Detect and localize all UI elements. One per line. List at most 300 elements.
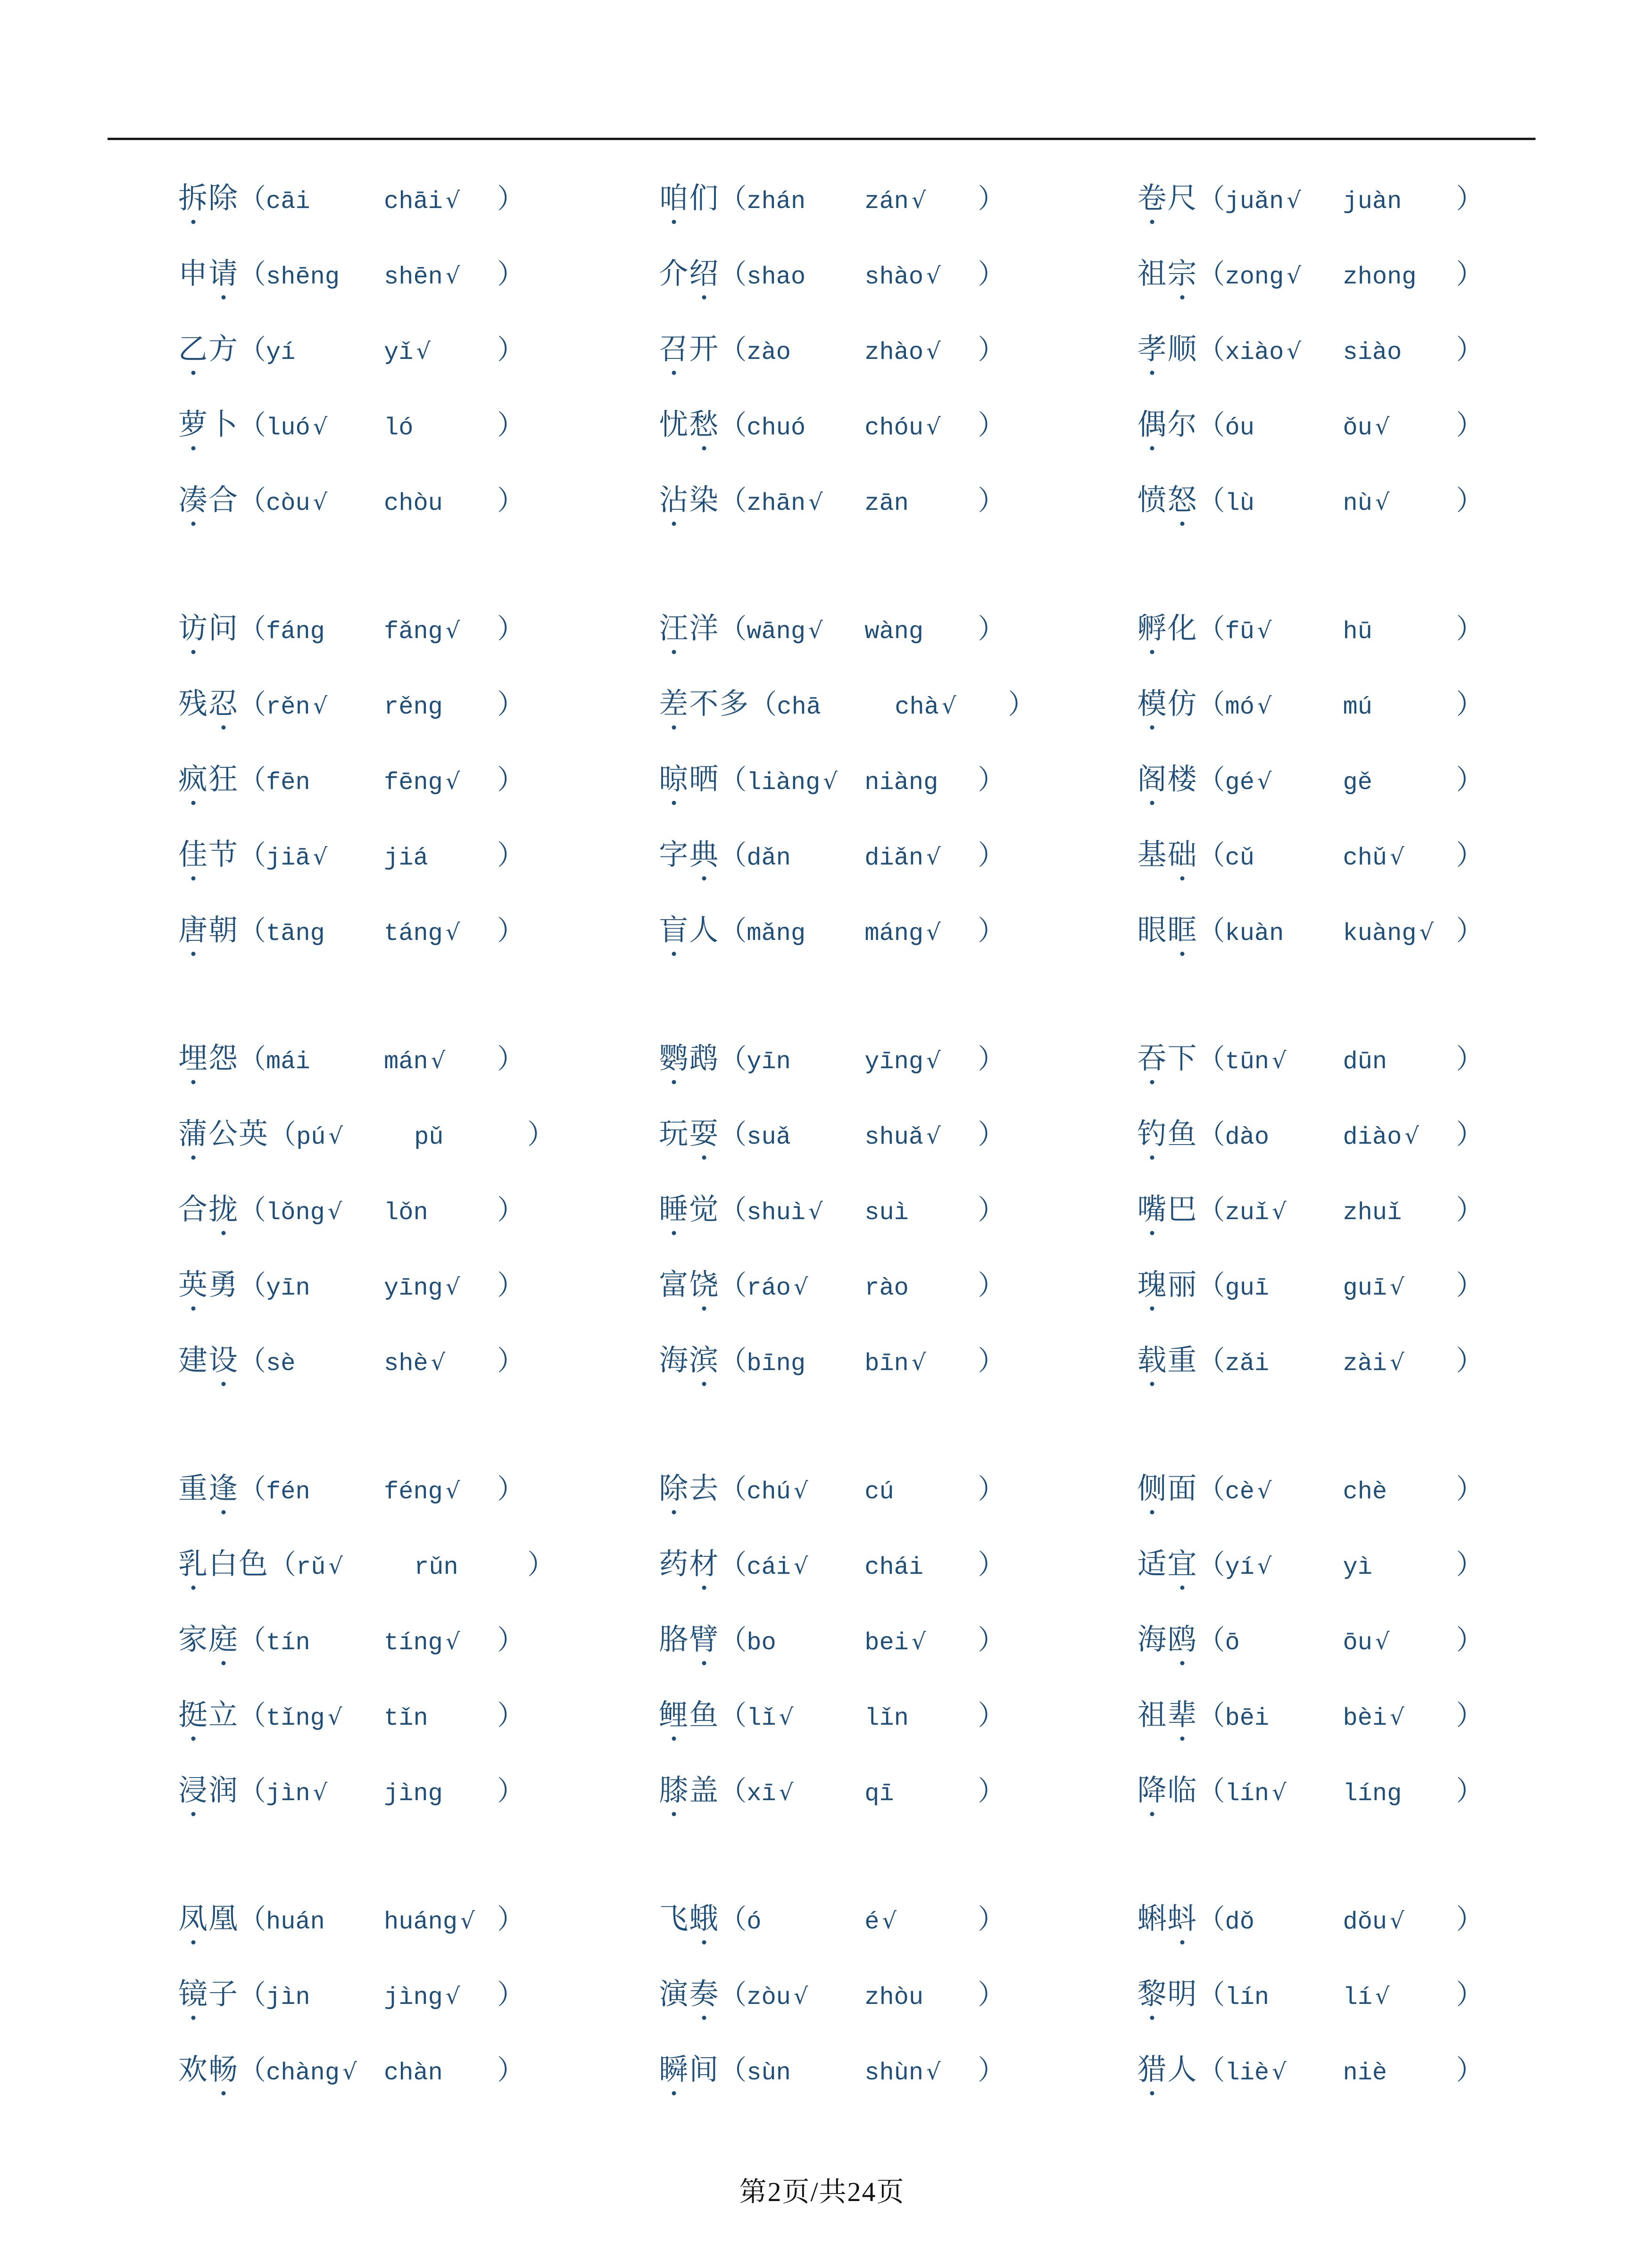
pinyin-option-b[interactable]: niè [1343, 2059, 1387, 2087]
exercise-item[interactable] [1137, 605, 1535, 680]
exercise-item[interactable] [659, 250, 1059, 325]
pinyin-option-a[interactable]: còu √ [266, 489, 328, 517]
exercise-item[interactable] [659, 1465, 1059, 1540]
pinyin-option-b[interactable]: guī √ [1343, 1274, 1404, 1302]
pinyin-options [1225, 1983, 1456, 2011]
pinyin-option-b[interactable]: shùn √ [864, 2059, 941, 2087]
pinyin-option-a[interactable]: huán [266, 1908, 325, 1936]
pinyin-option-a[interactable]: zǎi [1225, 1350, 1270, 1378]
word-text: 海鸥 [1137, 1616, 1197, 1658]
pinyin-option-a[interactable]: tǐng √ [266, 1704, 342, 1732]
pinyin-option-b[interactable]: chóu √ [864, 414, 941, 442]
pinyin-options [777, 693, 1008, 721]
word-text: 海滨 [659, 1337, 719, 1379]
pinyin-option-b[interactable]: gě [1343, 769, 1372, 797]
check-mark-icon: √ [926, 844, 941, 870]
pinyin-option-a[interactable]: cè √ [1225, 1478, 1272, 1506]
word-text: 演奏 [659, 1970, 719, 2012]
pinyin-options [296, 1123, 527, 1151]
exercise-item[interactable] [1137, 1261, 1535, 1337]
close-paren: ） [497, 1270, 525, 1301]
exercise-item[interactable] [178, 1767, 583, 1842]
pinyin-option-a[interactable]: yí [266, 339, 296, 366]
exercise-item[interactable] [1137, 1540, 1535, 1616]
pinyin-option-b[interactable]: juàn [1343, 188, 1402, 216]
exercise-item[interactable] [659, 605, 1059, 680]
exercise-item[interactable] [178, 906, 583, 982]
pinyin-option-b[interactable]: zān [864, 490, 909, 517]
word-text: 飞蛾 [659, 1895, 719, 1937]
pinyin-option-a[interactable]: yí √ [1225, 1553, 1272, 1581]
pinyin-option-a[interactable]: fén [266, 1478, 310, 1506]
pinyin-option-b[interactable]: tíng √ [384, 1628, 460, 1657]
exercise-column [583, 174, 1059, 552]
pinyin-options [1225, 1349, 1456, 1378]
pinyin-option-a[interactable]: dǒ [1225, 1908, 1254, 1936]
pinyin-option-a[interactable]: liè √ [1225, 2059, 1287, 2087]
exercise-item[interactable] [1137, 680, 1535, 756]
pinyin-options [1225, 414, 1456, 442]
close-paren: ） [497, 840, 525, 871]
pinyin-option-a[interactable]: suǎ [747, 1123, 791, 1151]
exercise-item[interactable] [659, 756, 1059, 831]
pinyin-option-b[interactable]: huáng √ [384, 1908, 475, 1936]
exercise-item[interactable] [1137, 2046, 1535, 2121]
pinyin-option-b[interactable]: yì [1343, 1554, 1372, 1581]
open-paren: （ [1197, 1904, 1225, 1935]
pinyin-option-b[interactable]: qī [864, 1780, 894, 1808]
exercise-item[interactable] [659, 680, 1059, 756]
check-mark-icon: √ [926, 263, 941, 289]
exercise-item[interactable] [659, 476, 1059, 552]
pinyin-option-a[interactable]: kuàn [1225, 920, 1284, 947]
pinyin-option-b[interactable]: rěng [384, 693, 443, 721]
close-paren: ） [1456, 614, 1484, 644]
exercise-item[interactable] [659, 325, 1059, 401]
exercise-column [108, 174, 583, 552]
close-paren: ） [1456, 915, 1484, 946]
pinyin-option-a[interactable]: wāng √ [747, 617, 823, 646]
pinyin-option-a[interactable]: cǔ [1225, 844, 1254, 872]
open-paren: （ [239, 1270, 266, 1301]
pinyin-option-a[interactable]: fū √ [1225, 617, 1272, 646]
exercise-item[interactable] [1137, 1895, 1535, 1970]
word-text: 除去 [659, 1465, 719, 1507]
open-paren: （ [719, 1700, 747, 1731]
close-paren: ） [978, 915, 1005, 946]
pinyin-option-a[interactable]: chú √ [747, 1478, 808, 1506]
exercise-item[interactable] [659, 1616, 1059, 1691]
close-paren: ） [497, 485, 525, 516]
pinyin-option-b[interactable]: wàng [864, 618, 924, 646]
pinyin-option-b[interactable]: jiá [384, 844, 428, 872]
pinyin-option-b[interactable]: chà √ [895, 693, 956, 721]
exercise-item[interactable] [659, 1691, 1059, 1767]
pinyin-option-a[interactable]: xiào √ [1225, 338, 1301, 366]
exercise-item[interactable] [1137, 906, 1535, 982]
exercise-item[interactable] [178, 2046, 583, 2121]
exercise-item[interactable] [659, 1895, 1059, 1970]
pinyin-option-a[interactable]: fáng [266, 618, 325, 646]
pinyin-options [747, 617, 978, 646]
pinyin-option-a[interactable]: dào [1225, 1123, 1270, 1151]
pinyin-option-a[interactable]: lǐ √ [747, 1704, 794, 1732]
word-text: 适宜 [1137, 1540, 1197, 1582]
pinyin-option-a[interactable]: liàng √ [747, 768, 838, 797]
pinyin-option-a[interactable]: chàng √ [266, 2059, 357, 2087]
pinyin-option-a[interactable]: juǎn √ [1225, 187, 1301, 216]
pinyin-options [266, 617, 497, 646]
exercise-column [583, 1035, 1059, 1412]
exercise-item[interactable] [1137, 1616, 1535, 1691]
exercise-item[interactable] [659, 1540, 1059, 1616]
open-paren: （ [239, 1195, 266, 1225]
close-paren: ） [978, 1904, 1005, 1935]
pinyin-option-b[interactable]: bīn √ [864, 1349, 926, 1378]
pinyin-option-a[interactable]: luó √ [266, 414, 328, 442]
pinyin-option-a[interactable]: lín [1225, 1984, 1270, 2011]
pinyin-option-b[interactable]: shè √ [384, 1349, 446, 1378]
pinyin-option-b[interactable]: chāi √ [384, 187, 460, 216]
exercise-item[interactable] [1137, 756, 1535, 831]
exercise-item[interactable] [178, 1465, 583, 1540]
open-paren: （ [719, 1776, 747, 1806]
word-text: 富饶 [659, 1261, 719, 1303]
pinyin-option-b[interactable]: tǐn [384, 1704, 428, 1732]
pinyin-option-b[interactable]: suì [864, 1199, 909, 1227]
pinyin-option-b[interactable]: shào √ [864, 263, 941, 291]
exercise-item[interactable] [178, 1261, 583, 1337]
check-mark-icon: √ [1287, 187, 1301, 214]
exercise-item[interactable] [1137, 1186, 1535, 1261]
pinyin-option-b[interactable]: pǔ [414, 1123, 444, 1151]
close-paren: ） [497, 1474, 525, 1504]
exercise-item[interactable] [178, 401, 583, 476]
word-text: 孵化 [1137, 605, 1197, 647]
exercise-item[interactable] [178, 831, 583, 906]
pinyin-options [747, 1983, 978, 2011]
exercise-item[interactable] [178, 1186, 583, 1261]
open-paren: （ [1197, 485, 1225, 516]
exercise-item[interactable] [659, 1767, 1059, 1842]
pinyin-option-a[interactable]: tín [266, 1629, 310, 1657]
exercise-item[interactable] [1137, 1465, 1535, 1540]
check-mark-icon: √ [327, 1704, 342, 1730]
pinyin-option-a[interactable]: bo [747, 1629, 776, 1657]
open-paren: （ [719, 764, 747, 795]
pinyin-option-a[interactable]: dǎn [747, 844, 791, 872]
exercise-item[interactable] [1137, 1691, 1535, 1767]
open-paren: （ [269, 1119, 297, 1150]
pinyin-option-b[interactable]: cú [864, 1478, 894, 1506]
pinyin-option-b[interactable]: táng √ [384, 919, 460, 947]
pinyin-option-b[interactable]: ǒu √ [1343, 414, 1390, 442]
pinyin-option-b[interactable]: fǎng √ [384, 617, 460, 646]
close-paren: ） [978, 1979, 1005, 2010]
exercise-group [108, 605, 1536, 982]
pinyin-option-b[interactable]: dūn [1343, 1048, 1387, 1076]
pinyin-option-b[interactable]: féng √ [384, 1478, 460, 1506]
word-text: 拆除 [178, 174, 239, 216]
pinyin-option-a[interactable]: mó √ [1225, 693, 1272, 721]
pinyin-option-b[interactable]: bèi √ [1343, 1704, 1404, 1732]
pinyin-option-b[interactable]: máng √ [864, 919, 941, 947]
pinyin-option-a[interactable]: bīng [747, 1350, 806, 1378]
pinyin-option-a[interactable]: zhān √ [747, 489, 823, 517]
open-paren: （ [239, 1474, 266, 1504]
pinyin-option-b[interactable]: bei √ [864, 1628, 926, 1657]
open-paren: （ [719, 410, 747, 440]
close-paren: ） [978, 614, 1005, 644]
pinyin-options [747, 1704, 978, 1732]
pinyin-option-b[interactable]: siào [1343, 339, 1402, 366]
pinyin-option-b[interactable]: jìng √ [384, 1983, 460, 2011]
pinyin-option-a[interactable]: zong √ [1225, 263, 1301, 291]
pinyin-option-a[interactable]: zòu √ [747, 1983, 808, 2011]
pinyin-option-a[interactable]: fēn [266, 769, 310, 797]
pinyin-option-a[interactable]: rǔ √ [296, 1553, 343, 1581]
pinyin-option-b[interactable]: yǐ √ [384, 338, 431, 366]
pinyin-options [1225, 187, 1456, 216]
exercise-item[interactable] [1137, 1767, 1535, 1842]
check-mark-icon: √ [313, 1779, 328, 1806]
pinyin-option-a[interactable]: zào [747, 339, 791, 366]
pinyin-options [266, 1704, 497, 1732]
check-mark-icon: √ [926, 414, 941, 440]
pinyin-option-b[interactable]: fēng √ [384, 768, 460, 797]
exercise-item[interactable] [659, 2046, 1059, 2121]
pinyin-option-b[interactable]: é √ [864, 1908, 897, 1936]
pinyin-option-a[interactable]: mǎng [747, 920, 806, 947]
exercise-item[interactable] [659, 1110, 1059, 1186]
close-paren: ） [1456, 334, 1484, 365]
pinyin-option-b[interactable]: líng [1343, 1780, 1402, 1808]
pinyin-option-b[interactable]: zhòu [864, 1984, 924, 2011]
close-paren: ） [978, 1700, 1005, 1731]
word-text: 卷尺 [1137, 174, 1197, 216]
close-paren: ） [978, 485, 1005, 516]
open-paren: （ [1197, 1346, 1225, 1376]
pinyin-option-a[interactable]: gé √ [1225, 768, 1272, 797]
pinyin-option-a[interactable]: ō [1225, 1629, 1240, 1657]
pinyin-option-a[interactable]: jìn [266, 1984, 310, 2011]
pinyin-option-b[interactable]: niàng [864, 769, 938, 797]
pinyin-option-a[interactable]: chuó [747, 414, 806, 442]
pinyin-option-a[interactable]: cái √ [747, 1553, 808, 1581]
pinyin-option-a[interactable]: rěn √ [266, 693, 328, 721]
pinyin-option-a[interactable]: lù [1225, 490, 1254, 517]
pinyin-option-b[interactable]: jìng [384, 1780, 443, 1808]
exercise-item[interactable] [659, 401, 1059, 476]
word-text: 字典 [659, 831, 719, 873]
pinyin-option-a[interactable]: chā [777, 693, 821, 721]
check-mark-icon: √ [1257, 617, 1272, 644]
pinyin-option-b[interactable]: zhào √ [864, 338, 941, 366]
pinyin-option-a[interactable]: mái [266, 1048, 310, 1076]
pinyin-option-b[interactable]: zhong [1343, 263, 1417, 291]
pinyin-options [747, 1478, 978, 1506]
close-paren: ） [527, 1119, 555, 1150]
word-text: 佳节 [178, 831, 239, 873]
pinyin-options [1225, 1478, 1456, 1506]
exercise-item[interactable] [1137, 1337, 1535, 1412]
exercise-item[interactable] [178, 1035, 583, 1110]
pinyin-option-a[interactable]: óu [1225, 414, 1254, 442]
exercise-item[interactable] [178, 1337, 583, 1412]
pinyin-option-b[interactable]: shuǎ √ [864, 1123, 941, 1151]
open-paren: （ [1197, 1549, 1225, 1580]
close-paren: ） [978, 1044, 1005, 1074]
pinyin-option-b[interactable]: yīng √ [384, 1274, 460, 1302]
pinyin-option-b[interactable]: lí √ [1343, 1983, 1390, 2011]
exercise-item[interactable] [659, 1261, 1059, 1337]
exercise-item[interactable] [1137, 325, 1535, 401]
pinyin-option-a[interactable]: tāng [266, 920, 325, 947]
pinyin-option-b[interactable]: lǐn [864, 1704, 909, 1732]
pinyin-option-a[interactable]: shao [747, 263, 806, 291]
exercise-item[interactable] [1137, 1035, 1535, 1110]
pinyin-option-b[interactable]: zhuǐ [1343, 1199, 1402, 1227]
pinyin-option-a[interactable]: sè [266, 1350, 296, 1378]
exercise-item[interactable] [178, 174, 583, 250]
pinyin-options [266, 1349, 497, 1378]
pinyin-option-a[interactable]: tūn √ [1225, 1047, 1287, 1076]
open-paren: （ [1197, 334, 1225, 365]
pinyin-option-a[interactable]: ó [747, 1908, 762, 1936]
pinyin-option-b[interactable]: yīng √ [864, 1047, 941, 1076]
exercise-item[interactable] [178, 1895, 583, 1970]
exercise-item[interactable] [1137, 476, 1535, 552]
pinyin-option-b[interactable]: nù √ [1343, 489, 1390, 517]
exercise-item[interactable] [178, 250, 583, 325]
pinyin-option-a[interactable]: guī [1225, 1274, 1270, 1302]
open-paren: （ [1197, 259, 1225, 290]
pinyin-option-b[interactable]: diào √ [1343, 1123, 1419, 1151]
open-paren: （ [719, 614, 747, 644]
close-paren: ） [1456, 485, 1484, 516]
word-text: 家庭 [178, 1616, 239, 1658]
pinyin-option-a[interactable]: shēng [266, 263, 340, 291]
pinyin-options [266, 844, 497, 872]
pinyin-option-a[interactable]: yīn [747, 1048, 791, 1076]
exercise-item[interactable] [178, 680, 583, 756]
pinyin-option-a[interactable]: pú √ [296, 1123, 343, 1151]
word-text: 英勇 [178, 1261, 239, 1303]
pinyin-option-b[interactable]: hū [1343, 618, 1372, 646]
close-paren: ） [1456, 1549, 1484, 1580]
pinyin-option-b[interactable]: zán √ [864, 187, 926, 216]
pinyin-option-b[interactable]: shēn √ [384, 263, 460, 291]
exercise-item[interactable] [1137, 250, 1535, 325]
pinyin-option-a[interactable]: sùn [747, 2059, 791, 2087]
pinyin-option-a[interactable]: lín √ [1225, 1779, 1287, 1808]
pinyin-option-b[interactable]: diǎn √ [864, 844, 941, 872]
pinyin-options [1225, 263, 1456, 291]
pinyin-option-b[interactable]: chái [864, 1554, 924, 1581]
open-paren: （ [239, 840, 266, 871]
pinyin-option-a[interactable]: zhán [747, 188, 806, 216]
exercise-item[interactable] [659, 831, 1059, 906]
exercise-item[interactable] [659, 1970, 1059, 2046]
pinyin-option-b[interactable]: ló [384, 414, 414, 442]
pinyin-option-a[interactable]: bēi [1225, 1704, 1270, 1732]
pinyin-option-a[interactable]: ráo √ [747, 1274, 808, 1302]
exercise-item[interactable] [659, 1186, 1059, 1261]
exercise-item[interactable] [1137, 401, 1535, 476]
exercise-item[interactable] [659, 906, 1059, 982]
exercise-group [108, 1035, 1536, 1412]
word-text: 降临 [1137, 1767, 1197, 1809]
open-paren: （ [1197, 1195, 1225, 1225]
pinyin-option-a[interactable]: shuì √ [747, 1198, 823, 1227]
pinyin-option-b[interactable]: chǔ √ [1343, 844, 1404, 872]
pinyin-option-b[interactable]: chè [1343, 1478, 1387, 1506]
pinyin-option-a[interactable]: jìn √ [266, 1779, 328, 1808]
exercise-item[interactable] [178, 1970, 583, 2046]
exercise-item[interactable] [178, 1616, 583, 1691]
pinyin-option-b[interactable]: zài √ [1343, 1349, 1404, 1378]
word-text: 访问 [178, 605, 239, 647]
pinyin-option-a[interactable]: jiā √ [266, 844, 328, 872]
check-mark-icon: √ [342, 2059, 357, 2085]
pinyin-option-b[interactable]: kuàng √ [1343, 919, 1434, 947]
pinyin-options [266, 1983, 497, 2011]
exercise-item[interactable] [659, 174, 1059, 250]
check-mark-icon: √ [1390, 844, 1404, 870]
exercise-item[interactable] [1137, 1970, 1535, 2046]
exercise-item[interactable] [178, 476, 583, 552]
pinyin-option-b[interactable]: lǒn [384, 1199, 428, 1227]
exercise-item[interactable] [178, 325, 583, 401]
pinyin-option-a[interactable]: yīn [266, 1274, 310, 1302]
exercise-item[interactable] [178, 1691, 583, 1767]
pinyin-option-b[interactable]: mán √ [384, 1047, 446, 1076]
pinyin-option-b[interactable]: ōu √ [1343, 1628, 1390, 1657]
exercise-item[interactable] [1137, 174, 1535, 250]
check-mark-icon: √ [926, 1123, 941, 1149]
exercise-item[interactable] [178, 1540, 583, 1616]
exercise-item[interactable] [1137, 1110, 1535, 1186]
pinyin-options [1225, 693, 1456, 721]
exercise-item[interactable] [659, 1035, 1059, 1110]
pinyin-option-a[interactable]: cāi [266, 188, 310, 216]
open-paren: （ [239, 1776, 266, 1806]
pinyin-option-b[interactable]: dǒu √ [1343, 1908, 1404, 1936]
pinyin-option-b[interactable]: rào [864, 1274, 909, 1302]
exercise-item[interactable] [659, 1337, 1059, 1412]
pinyin-option-b[interactable]: chòu [384, 490, 443, 517]
check-mark-icon: √ [328, 1553, 343, 1579]
exercise-item[interactable] [178, 756, 583, 831]
exercise-item[interactable] [1137, 831, 1535, 906]
check-mark-icon: √ [926, 2059, 941, 2085]
pinyin-option-a[interactable]: lǒng √ [266, 1198, 342, 1227]
pinyin-option-a[interactable]: xī √ [747, 1779, 794, 1808]
check-mark-icon: √ [911, 1349, 926, 1376]
word-text: 盲人 [659, 906, 719, 948]
pinyin-option-b[interactable]: mú [1343, 693, 1372, 721]
word-text: 浸润 [178, 1767, 239, 1809]
check-mark-icon: √ [1375, 414, 1390, 440]
pinyin-option-b[interactable]: chàn [384, 2059, 443, 2087]
pinyin-option-a[interactable]: zuǐ √ [1225, 1198, 1287, 1227]
exercise-item[interactable] [178, 1110, 583, 1186]
pinyin-option-b[interactable]: rǔn [414, 1554, 458, 1581]
close-paren: ） [1456, 183, 1484, 214]
exercise-item[interactable] [178, 605, 583, 680]
pinyin-options [747, 1553, 978, 1581]
check-mark-icon: √ [882, 1908, 897, 1934]
